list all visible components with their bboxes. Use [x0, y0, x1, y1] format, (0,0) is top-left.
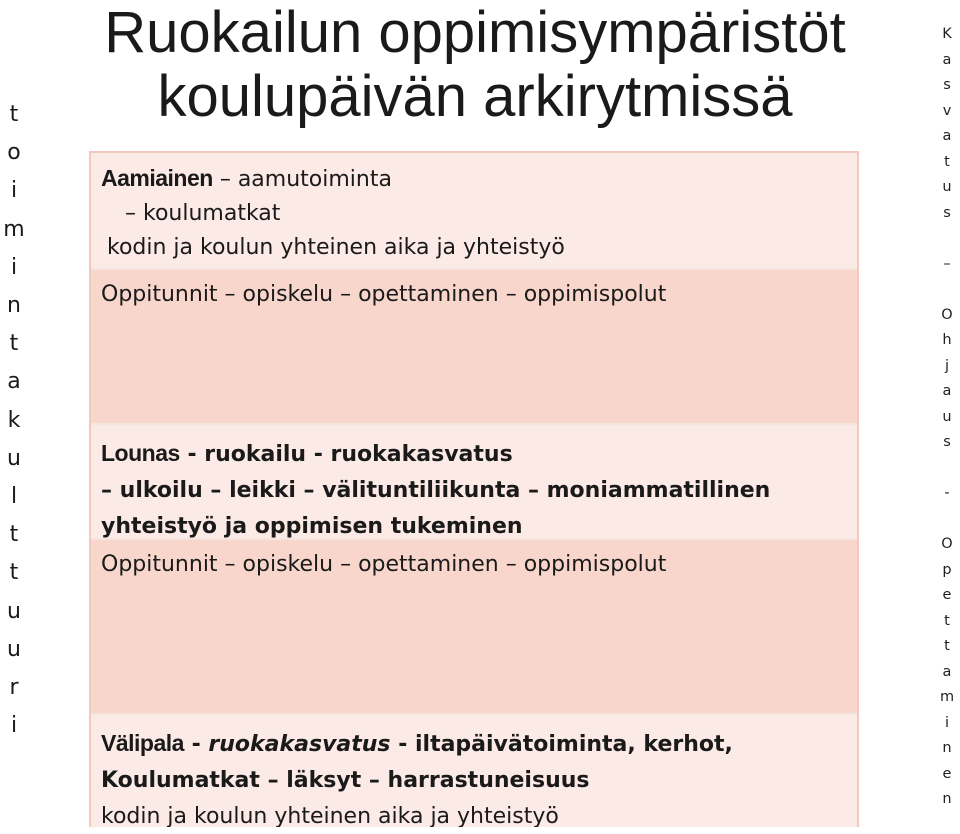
right-vertical-letter: m — [939, 689, 955, 705]
row-breakfast — [91, 153, 857, 268]
lunch-lead: Lounas — [101, 440, 180, 466]
left-vertical-letter: a — [7, 369, 21, 395]
right-vertical-letter: v — [942, 102, 952, 119]
right-vertical-letter — [945, 507, 950, 533]
breakfast-lead: Aamiainen — [101, 165, 213, 191]
lunch-line3: yhteistyö ja oppimisen tukeminen — [101, 514, 523, 538]
lunch-line2: – ulkoilu – leikki – välituntiliikunta – moniammatillinen — [101, 478, 771, 503]
right-vertical-letter: t — [944, 638, 950, 654]
left-vertical-letter: t — [9, 522, 19, 548]
right-vertical-letter: t — [944, 612, 950, 629]
right-vertical-label — [934, 22, 960, 813]
left-vertical-letter: i — [10, 254, 18, 280]
left-vertical-letter: l — [10, 484, 18, 510]
right-vertical-letter: t — [944, 153, 950, 170]
row-lessons-1 — [91, 268, 857, 423]
left-vertical-letter: t — [9, 102, 19, 127]
row-lunch — [91, 423, 857, 538]
schedule-table — [89, 151, 859, 827]
right-vertical-letter — [945, 456, 950, 482]
right-vertical-letter: s — [943, 204, 951, 221]
snack-italic: ruokakasvatus — [208, 732, 391, 757]
right-vertical-letter: n — [942, 791, 952, 807]
right-vertical-letter: s — [943, 434, 951, 450]
left-vertical-letter: u — [7, 598, 21, 624]
right-vertical-letter: a — [942, 51, 952, 68]
right-vertical-letter: a — [942, 128, 952, 144]
right-vertical-letter: n — [942, 740, 952, 756]
page-title-line-1: Ruokailun oppimisympäristöt — [104, 0, 846, 65]
right-vertical-letter: a — [942, 383, 952, 399]
left-vertical-letter: r — [9, 675, 19, 701]
right-vertical-letter: K — [942, 26, 952, 42]
row-snack — [91, 713, 857, 827]
right-vertical-letter: e — [942, 587, 952, 603]
snack-lead: Välipala — [101, 730, 184, 756]
page-title-line-2: koulupäivän arkirytmissä — [157, 64, 793, 129]
left-vertical-letter: o — [7, 140, 21, 166]
left-vertical-letter: i — [10, 178, 18, 204]
right-vertical-letter: u — [942, 408, 952, 425]
left-vertical-letter: k — [7, 407, 21, 433]
left-vertical-letter: n — [7, 293, 21, 319]
right-vertical-letter: - — [944, 485, 950, 501]
right-vertical-letter: O — [941, 536, 953, 552]
right-vertical-letter: e — [942, 765, 952, 782]
lessons-1-text: Oppitunnit – opiskelu – opettaminen – oppimispolut — [101, 282, 667, 307]
breakfast-line3: kodin ja koulun yhteinen aika ja yhteistyö — [107, 235, 565, 260]
snack-line3: kodin ja koulun yhteinen aika ja yhteistyö — [101, 804, 559, 827]
lessons-2-text: Oppitunnit – opiskelu – opettaminen – oppimispolut — [101, 552, 667, 577]
snack-dash: - — [183, 732, 209, 757]
snack-line1: - iltapäivätoiminta, kerhot, — [390, 732, 733, 757]
left-vertical-letter: u — [7, 445, 21, 471]
right-vertical-letter: j — [944, 357, 950, 374]
right-vertical-letter: s — [943, 77, 951, 93]
row-lessons-2 — [91, 538, 857, 713]
breakfast-line2: – koulumatkat — [125, 201, 281, 226]
right-vertical-letter: i — [944, 714, 950, 731]
right-vertical-letter — [945, 277, 950, 303]
lunch-line1: - ruokailu - ruokakasvatus — [179, 442, 513, 467]
left-vertical-label — [0, 96, 28, 745]
snack-line2: Koulumatkat – läksyt – harrastuneisuus — [101, 768, 590, 793]
right-vertical-letter — [945, 226, 950, 252]
right-vertical-letter: p — [942, 561, 952, 578]
left-vertical-letter: i — [10, 713, 18, 739]
left-vertical-letter: u — [7, 636, 21, 662]
left-vertical-letter: t — [9, 560, 19, 586]
right-vertical-letter: u — [942, 179, 952, 195]
right-vertical-letter: h — [942, 332, 952, 348]
right-vertical-letter: – — [943, 255, 951, 272]
left-vertical-letter: m — [3, 216, 25, 242]
breakfast-line1: – aamutoiminta — [212, 167, 392, 192]
right-vertical-letter: a — [942, 663, 952, 680]
right-vertical-letter: O — [941, 306, 953, 323]
left-vertical-letter: t — [9, 331, 19, 357]
